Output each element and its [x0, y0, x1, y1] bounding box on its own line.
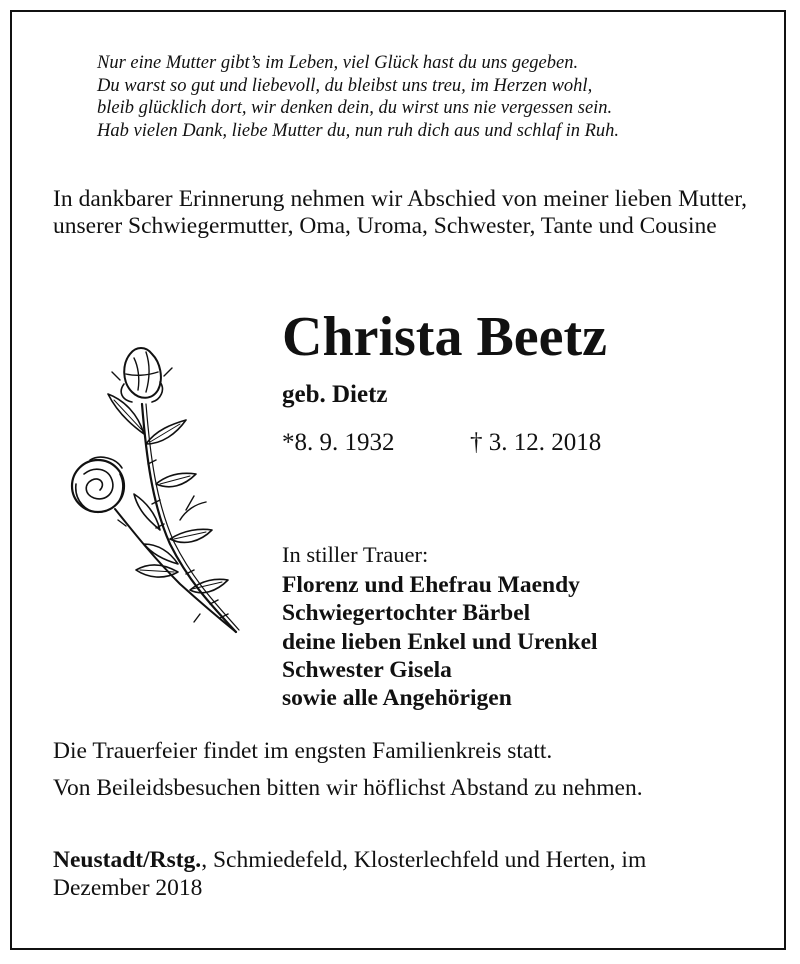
- mourner-item: Schwiegertochter Bärbel: [282, 600, 531, 627]
- maiden-name: geb. Dietz: [282, 381, 388, 408]
- intro-text: In dankbarer Erinnerung nehmen wir Abschied von meiner lieben Mutter, unserer Schwiegermutter, Oma, Uroma, Schwester, Tante und Cousine: [53, 186, 747, 239]
- places-line: [53, 846, 653, 902]
- mourner-item: Schwester Gisela: [282, 656, 452, 683]
- places-primary: Neustadt/Rstg.: [53, 847, 202, 873]
- death-date: † 3. 12. 2018: [470, 429, 602, 456]
- deceased-name: Christa Beetz: [282, 306, 608, 368]
- poem-line: Du warst so gut und liebevoll, du bleibst uns treu, im Herzen wohl,: [97, 75, 593, 96]
- mourner-item: Florenz und Ehefrau Maendy: [282, 572, 580, 598]
- condolence-notice: Von Beileidsbesuchen bitten wir höflichst Abstand zu nehmen.: [53, 775, 643, 801]
- poem: [97, 52, 757, 142]
- poem-line: Nur eine Mutter gibt’s im Leben, viel Glück hast du uns gegeben.: [97, 53, 579, 73]
- poem-line: Hab vielen Dank, liebe Mutter du, nun ruh dich aus und schlaf in Ruh.: [97, 120, 620, 141]
- rose-illustration: [60, 334, 250, 640]
- places-rest: , Schmiedefeld, Klosterlechfeld und Herten, im Dezember 2018: [53, 847, 647, 901]
- poem-line: bleib glücklich dort, wir denken dein, du wirst uns nie vergessen sein.: [97, 98, 613, 118]
- mourning-label: In stiller Trauer:: [282, 542, 429, 567]
- mourners-list: [282, 571, 598, 712]
- mourner-item: deine lieben Enkel und Urenkel: [282, 628, 598, 655]
- mourner-item: sowie alle Angehörigen: [282, 685, 512, 712]
- funeral-notice: Die Trauerfeier findet im engsten Familienkreis statt.: [53, 738, 553, 764]
- birth-date: *8. 9. 1932: [282, 429, 395, 456]
